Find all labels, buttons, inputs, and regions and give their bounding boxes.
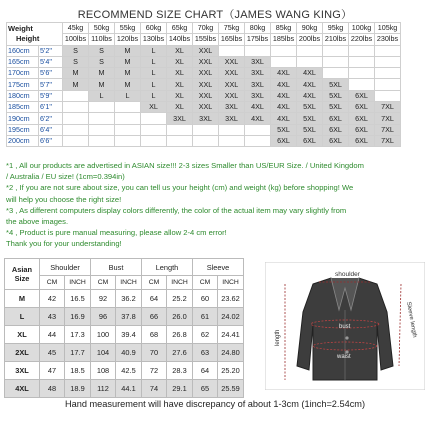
size-cell [193,124,219,135]
size-cell [63,124,89,135]
note-line: the above images. [6,217,69,227]
size-cell: L [115,90,141,101]
size-cell: M [89,68,115,79]
height-cm: 185cm [7,102,39,113]
size-cell: XL [167,90,193,101]
size-cell: XL [167,102,193,113]
measurement-value: 25.59 [218,380,244,398]
size-cell [349,45,375,56]
size-cell: XXL [193,102,219,113]
weight-kg-header: 80kg [245,23,271,34]
diagram-waist-label: waist [337,354,351,360]
size-cell [63,135,89,146]
weight-kg-header: 75kg [219,23,245,34]
note-line: *4 , Product is pure manual measuring, please allow 2-4 cm error! [6,228,227,238]
size-cell: XXL [193,68,219,79]
size-label: 4XL [5,380,40,398]
size-row [7,79,401,90]
bust-header: Bust [91,259,142,276]
measurement-value: 40.9 [116,344,142,362]
measurement-value: 68 [142,326,167,344]
size-cell [167,135,193,146]
size-cell: XL [167,79,193,90]
size-cell: M [115,68,141,79]
size-cell [63,90,89,101]
size-cell: XXL [219,79,245,90]
size-row [7,135,401,146]
size-row [7,124,401,135]
height-cm: 180cm [7,90,39,101]
weight-lbs-header: 120lbs [115,34,141,45]
weight-kg-header: 60kg [141,23,167,34]
size-cell [219,135,245,146]
measurement-value: 25.20 [218,362,244,380]
size-cell: XXL [219,56,245,67]
height-cm: 160cm [7,45,39,56]
size-cell: M [63,68,89,79]
height-ft: 6'6" [39,135,63,146]
size-cell [141,135,167,146]
notes [6,160,426,250]
size-cell: S [63,56,89,67]
size-cell: L [141,45,167,56]
size-cell [271,56,297,67]
height-cm: 175cm [7,79,39,90]
unit-inch: INCH [167,276,193,290]
size-cell [323,68,349,79]
diagram-sleeve-label: Sleeve length [405,301,418,339]
size-cell [375,79,401,90]
size-cell: 7XL [375,124,401,135]
size-cell: 3XL [245,79,271,90]
weight-kg-header: 50kg [89,23,115,34]
diagram-bust-label: bust [339,324,351,330]
height-ft: 5'2" [39,45,63,56]
weight-lbs-header: 155lbs [193,34,219,45]
size-cell: 4XL [271,102,297,113]
height-ft: 5'7" [39,79,63,90]
size-cell [375,56,401,67]
size-cell: 7XL [375,102,401,113]
height-cm: 170cm [7,68,39,79]
size-cell [89,135,115,146]
weight-lbs-header: 200lbs [297,34,323,45]
unit-cm: CM [142,276,167,290]
size-cell [245,45,271,56]
size-row [7,56,401,67]
size-cell: 5XL [297,124,323,135]
height-ft: 6'4" [39,124,63,135]
note-line: *1 , All our products are advertised in ASIAN size!!! 2-3 sizes Smaller than US/EUR Size. / United Kingdom [6,161,364,170]
length-header: Length [142,259,193,276]
size-cell: XL [167,56,193,67]
size-cell: L [141,90,167,101]
height-ft: 5'6" [39,68,63,79]
measurement-row [5,362,244,380]
size-cell: 6XL [323,124,349,135]
size-cell: XXL [193,45,219,56]
unit-inch: INCH [65,276,91,290]
height-ft: 6'1" [39,102,63,113]
size-cell: XL [141,102,167,113]
measurement-value: 44 [40,326,65,344]
measurement-value: 64 [142,290,167,308]
size-cell: 5XL [323,102,349,113]
size-cell [297,56,323,67]
measurement-value: 100 [91,326,116,344]
weight-lbs-header: 130lbs [141,34,167,45]
size-cell: M [115,56,141,67]
size-cell [375,45,401,56]
size-row [7,102,401,113]
size-cell: 4XL [297,68,323,79]
weight-kg-header: 70kg [193,23,219,34]
weight-kg-header: 100kg [349,23,375,34]
size-cell [193,135,219,146]
size-cell: 6XL [349,124,375,135]
measurement-value: 112 [91,380,116,398]
weight-lbs-header: 185lbs [271,34,297,45]
size-row [7,113,401,124]
size-cell [89,113,115,124]
height-ft: 6'2" [39,113,63,124]
measurement-value: 45 [40,344,65,362]
height-cm: 195cm [7,124,39,135]
measurement-value: 92 [91,290,116,308]
measurement-value: 27.6 [167,344,193,362]
weight-lbs-header: 110lbs [89,34,115,45]
weight-kg-header: 95kg [323,23,349,34]
size-label: 2XL [5,344,40,362]
measurement-value: 44.1 [116,380,142,398]
size-cell: 3XL [245,56,271,67]
size-cell: XXL [219,68,245,79]
measurement-row [5,326,244,344]
size-cell [349,79,375,90]
measurement-table [4,258,244,398]
measurement-value: 96 [91,308,116,326]
measurement-value: 24.02 [218,308,244,326]
size-cell: M [89,79,115,90]
size-cell [115,135,141,146]
size-cell: M [115,45,141,56]
size-cell: S [63,45,89,56]
size-cell [349,68,375,79]
weight-kg-header: 90kg [297,23,323,34]
measurement-value: 37.8 [116,308,142,326]
note-line: *2 , If you are not sure about size, you can tell us your height (cm) and weight (kg) before shopping! We [6,183,354,193]
size-cell: 3XL [219,113,245,124]
size-cell: 3XL [193,113,219,124]
weight-kg-header: 55kg [115,23,141,34]
size-cell: 6XL [271,135,297,146]
size-cell: XL [167,68,193,79]
measurement-value: 63 [193,344,218,362]
measurement-value: 26.8 [167,326,193,344]
asian-size-header: Asian Size [5,259,40,290]
size-cell [115,113,141,124]
size-cell [115,102,141,113]
weight-kg-header: 85kg [271,23,297,34]
footer-note: Hand measurement will have discrepancy of about 1-3cm (1inch=2.54cm) [64,399,366,409]
size-cell: 4XL [271,90,297,101]
size-cell [89,124,115,135]
size-cell [63,113,89,124]
size-cell [89,102,115,113]
measurement-value: 16.9 [65,308,91,326]
size-cell: 3XL [245,68,271,79]
measurement-value: 17.3 [65,326,91,344]
size-cell: L [141,68,167,79]
size-cell [219,45,245,56]
measurement-value: 104 [91,344,116,362]
unit-inch: INCH [218,276,244,290]
note-line: *3 , As different computers display colors differently, the color of the actual item may vary slightly from [6,205,347,215]
measurement-value: 28.3 [167,362,193,380]
measurement-value: 39.4 [116,326,142,344]
height-ft: 5'4" [39,56,63,67]
size-label: L [5,308,40,326]
measurement-value: 47 [40,362,65,380]
size-cell: XXL [193,56,219,67]
size-cell: M [115,79,141,90]
size-cell: L [89,90,115,101]
size-recommendation-table [6,22,401,147]
size-cell: 7XL [375,113,401,124]
measurement-value: 42 [40,290,65,308]
measurement-value: 62 [193,326,218,344]
height-cm: 165cm [7,56,39,67]
measurement-value: 74 [142,380,167,398]
size-cell: 4XL [271,113,297,124]
weight-kg-header: 105kg [375,23,401,34]
size-cell [349,56,375,67]
size-cell [245,124,271,135]
note-line: Thank you for your understanding! [6,239,122,249]
measurement-value: 36.2 [116,290,142,308]
size-cell: XXL [193,90,219,101]
measurement-value: 72 [142,362,167,380]
size-cell: S [89,56,115,67]
weight-kg-header: 45kg [63,23,89,34]
size-label: M [5,290,40,308]
note-line: / Australia / EU size! (1cm=0.394in) [6,172,125,182]
measurement-value: 24.80 [218,344,244,362]
size-cell [63,102,89,113]
unit-inch: INCH [116,276,142,290]
measurement-value: 29.1 [167,380,193,398]
measurement-value: 18.5 [65,362,91,380]
size-cell [141,124,167,135]
size-cell [219,124,245,135]
measurement-row [5,344,244,362]
size-cell: 6XL [349,135,375,146]
size-cell: S [89,45,115,56]
size-cell [115,124,141,135]
measurement-row [5,290,244,308]
size-cell: 6XL [297,135,323,146]
measurement-value: 65 [193,380,218,398]
size-row [7,68,401,79]
measurement-value: 66 [142,308,167,326]
size-cell: 5XL [297,113,323,124]
height-ft: 5'9" [39,90,63,101]
weight-lbs-header: 175lbs [245,34,271,45]
measurement-value: 64 [193,362,218,380]
size-cell: 4XL [271,79,297,90]
shoulder-header: Shoulder [40,259,91,276]
size-cell: 5XL [323,90,349,101]
jacket-measurement-diagram [265,262,425,390]
size-cell: 7XL [375,135,401,146]
weight-lbs-header: 210lbs [323,34,349,45]
unit-cm: CM [91,276,116,290]
unit-cm: CM [193,276,218,290]
size-cell: 6XL [349,102,375,113]
size-label: XL [5,326,40,344]
note-line: will help you choose the right size! [6,194,122,204]
size-cell: 4XL [271,68,297,79]
size-row [7,45,401,56]
measurement-value: 23.62 [218,290,244,308]
measurement-row [5,380,244,398]
measurement-value: 108 [91,362,116,380]
size-cell [141,113,167,124]
size-cell [297,45,323,56]
jacket-illustration [265,262,425,390]
size-cell [167,124,193,135]
size-row [7,90,401,101]
measurement-value: 43 [40,308,65,326]
size-cell: 4XL [297,79,323,90]
size-cell: 6XL [323,113,349,124]
weight-lbs-header: 100lbs [63,34,89,45]
measurement-value: 70 [142,344,167,362]
size-cell: 4XL [297,90,323,101]
measurement-value: 18.9 [65,380,91,398]
size-cell: 6XL [349,90,375,101]
size-cell: 5XL [297,102,323,113]
measurement-value: 48 [40,380,65,398]
measurement-value: 42.5 [116,362,142,380]
size-cell: L [141,79,167,90]
weight-lbs-header: 230lbs [375,34,401,45]
size-cell: 3XL [245,90,271,101]
size-cell: 6XL [323,135,349,146]
weight-kg-header: 65kg [167,23,193,34]
height-cm: 200cm [7,135,39,146]
chart-title: RECOMMEND SIZE CHART（JAMES WANG KING） [77,9,353,21]
weight-lbs-header: 165lbs [219,34,245,45]
measurement-value: 24.41 [218,326,244,344]
size-cell: 5XL [271,124,297,135]
size-cell: 3XL [167,113,193,124]
size-cell [271,45,297,56]
weight-lbs-header: 220lbs [349,34,375,45]
sleeve-header: Sleeve [193,259,244,276]
size-label: 3XL [5,362,40,380]
size-cell: XXL [193,79,219,90]
size-cell [375,68,401,79]
size-cell [323,56,349,67]
unit-cm: CM [40,276,65,290]
weight-lbs-header: 140lbs [167,34,193,45]
size-cell [323,45,349,56]
size-cell [245,135,271,146]
size-cell: 6XL [349,113,375,124]
size-cell: 3XL [219,102,245,113]
measurement-value: 17.7 [65,344,91,362]
size-cell: M [63,79,89,90]
measurement-value: 26.0 [167,308,193,326]
measurement-row [5,308,244,326]
measurement-value: 60 [193,290,218,308]
size-cell: XXL [219,90,245,101]
size-cell: 4XL [245,102,271,113]
measurement-value: 25.2 [167,290,193,308]
diagram-length-label: length [275,329,281,346]
size-cell: XL [167,45,193,56]
height-cm: 190cm [7,113,39,124]
size-cell: 4XL [245,113,271,124]
size-cell: 5XL [323,79,349,90]
size-cell [375,90,401,101]
size-cell: L [141,56,167,67]
weight-height-header: Weight Height [7,23,63,46]
measurement-value: 16.5 [65,290,91,308]
measurement-value: 61 [193,308,218,326]
diagram-shoulder-label: shoulder [335,271,360,278]
